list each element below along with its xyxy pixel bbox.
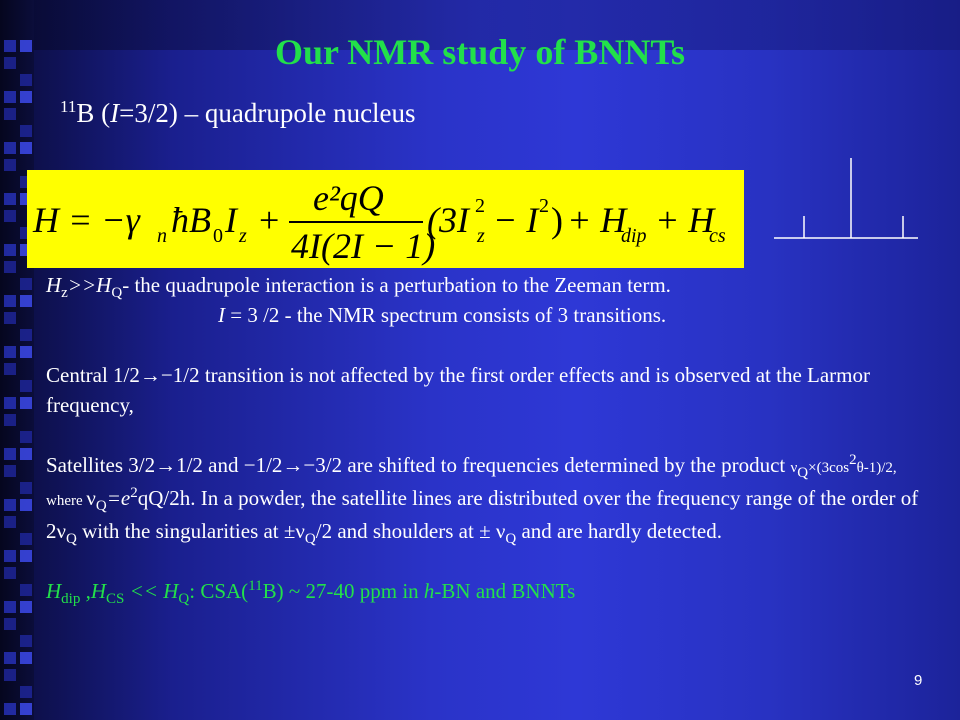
decor-square (20, 278, 32, 290)
t: 2 (849, 452, 857, 468)
decor-square (4, 414, 16, 426)
t: 2 (130, 485, 138, 501)
decor-square (4, 159, 16, 171)
decor-square (4, 516, 16, 528)
t: 11 (248, 578, 263, 594)
t: H (46, 579, 62, 603)
decor-square (4, 465, 16, 477)
decor-square (20, 397, 32, 409)
formula-numerator: e²qQ (313, 178, 384, 218)
formula-z-sub: z (239, 225, 247, 247)
spin-variable: I (110, 98, 120, 128)
formula-sq2: 2 (539, 195, 549, 217)
decor-square (4, 244, 16, 256)
formula-z-sub2: z (477, 225, 485, 247)
decor-square (4, 703, 16, 715)
decor-square (20, 499, 32, 511)
decor-square (20, 550, 32, 562)
t: dip (61, 591, 81, 608)
t: H (46, 273, 62, 297)
hamiltonian-formula (27, 170, 744, 268)
t: θ-1)/2, where (46, 460, 897, 509)
decor-square (4, 346, 16, 358)
element-symbol: B (76, 98, 95, 128)
decor-square (4, 601, 16, 613)
decor-square (20, 686, 32, 698)
t: B) ~ 27-40 ppm in (262, 579, 424, 603)
t: Q (66, 531, 77, 548)
decor-square (4, 499, 16, 511)
decor-square (4, 652, 16, 664)
decor-square (20, 431, 32, 443)
decor-square (4, 91, 16, 103)
decor-square (4, 295, 16, 307)
t: Q (304, 531, 316, 548)
decor-square (20, 91, 32, 103)
decor-square (4, 669, 16, 681)
decor-square (20, 635, 32, 647)
body-text (46, 270, 926, 606)
subtitle-open: ( (94, 98, 111, 128)
t: h (423, 579, 435, 603)
formula-sq: 2 (475, 195, 485, 217)
t: ×(3cos (808, 460, 850, 476)
slide-title: Our NMR study of BNNTs (274, 32, 686, 72)
decor-square (4, 142, 16, 154)
decor-squares (0, 0, 34, 720)
decor-square (20, 601, 32, 613)
decor-square (4, 210, 16, 222)
t: and are hardly detected. (516, 519, 722, 543)
t: I (218, 303, 225, 327)
t: Q (111, 285, 123, 302)
t: : CSA( (189, 579, 249, 603)
line-zeeman (46, 270, 926, 300)
t: /2 and shoulders at ± ν (315, 519, 506, 543)
formula-b-sub: 0 (213, 225, 223, 247)
formula-bracket: (3I (427, 200, 469, 240)
t: Satellites 3/2→1/2 and −1/2→−3/2 are shifted to frequencies determined by the product (46, 453, 791, 477)
decor-square (20, 346, 32, 358)
t: ,H (80, 579, 107, 603)
formula-gamma-sub: n (157, 225, 167, 247)
formula-hcs: + H (655, 200, 715, 240)
t: >>H (67, 273, 112, 297)
t: CS (106, 591, 125, 608)
decor-square (4, 550, 16, 562)
t: -BN and BNNTs (434, 579, 576, 603)
nmr-spectrum-sketch (772, 156, 922, 246)
formula-lhs: H = −γ (33, 200, 140, 240)
t: - the quadrupole interaction is a perturbation to the Zeeman term. (122, 273, 671, 297)
decor-square (4, 448, 16, 460)
t: Q (505, 531, 517, 548)
formula-denominator: 4I(2I − 1) (291, 226, 436, 266)
t: ν (790, 460, 798, 476)
decor-square (20, 448, 32, 460)
decor-square (4, 261, 16, 273)
decor-square (20, 584, 32, 596)
t: =e (106, 486, 131, 510)
page-number: 9 (914, 672, 923, 689)
decor-square (4, 108, 16, 120)
decor-square (20, 142, 32, 154)
t: with the singularities at ±ν (76, 519, 305, 543)
t: << H (124, 579, 179, 603)
formula-dip-sub: dip (621, 225, 647, 247)
para-central: Central 1/2→−1/2 transition is not affected by the first order effects and is observed at the Larmor frequency, (46, 363, 870, 417)
isotope-mass: 11 (60, 97, 77, 116)
formula-minus: − I (493, 200, 539, 240)
decor-square (20, 533, 32, 545)
decor-square (20, 295, 32, 307)
decor-square (20, 652, 32, 664)
formula-close: ) (551, 200, 563, 240)
decor-square (20, 482, 32, 494)
decor-square (20, 329, 32, 341)
formula-hdip: + H (567, 200, 627, 240)
t: Q (797, 465, 809, 482)
line-csa (46, 576, 926, 606)
decor-square (4, 618, 16, 630)
line-transitions (46, 300, 926, 330)
decor-square (20, 380, 32, 392)
t: qQ/2h. In a powder, the satellite lines are distributed over the frequency range of the order of 2ν (46, 486, 919, 543)
t: = 3 /2 - the NMR spectrum consists of 3 transitions. (225, 303, 667, 327)
para-satellites (46, 450, 926, 546)
t: Q (95, 498, 107, 515)
formula-zeeman: ħB (171, 200, 211, 240)
t: z (61, 285, 68, 302)
t: ν (86, 486, 96, 510)
slide-subtitle (60, 96, 416, 130)
t: Q (178, 591, 190, 608)
formula-plus: + (259, 200, 280, 240)
formula-cs-sub: cs (709, 225, 726, 247)
subtitle-rest: =3/2) – quadrupole nucleus (119, 98, 416, 128)
formula-i: I (225, 200, 237, 240)
hamiltonian-svg (27, 170, 744, 268)
decor-square (4, 567, 16, 579)
decor-square (4, 363, 16, 375)
decor-square (20, 125, 32, 137)
decor-square (4, 312, 16, 324)
decor-square (4, 397, 16, 409)
decor-square (4, 193, 16, 205)
decor-square (20, 703, 32, 715)
decor-square (20, 74, 32, 86)
